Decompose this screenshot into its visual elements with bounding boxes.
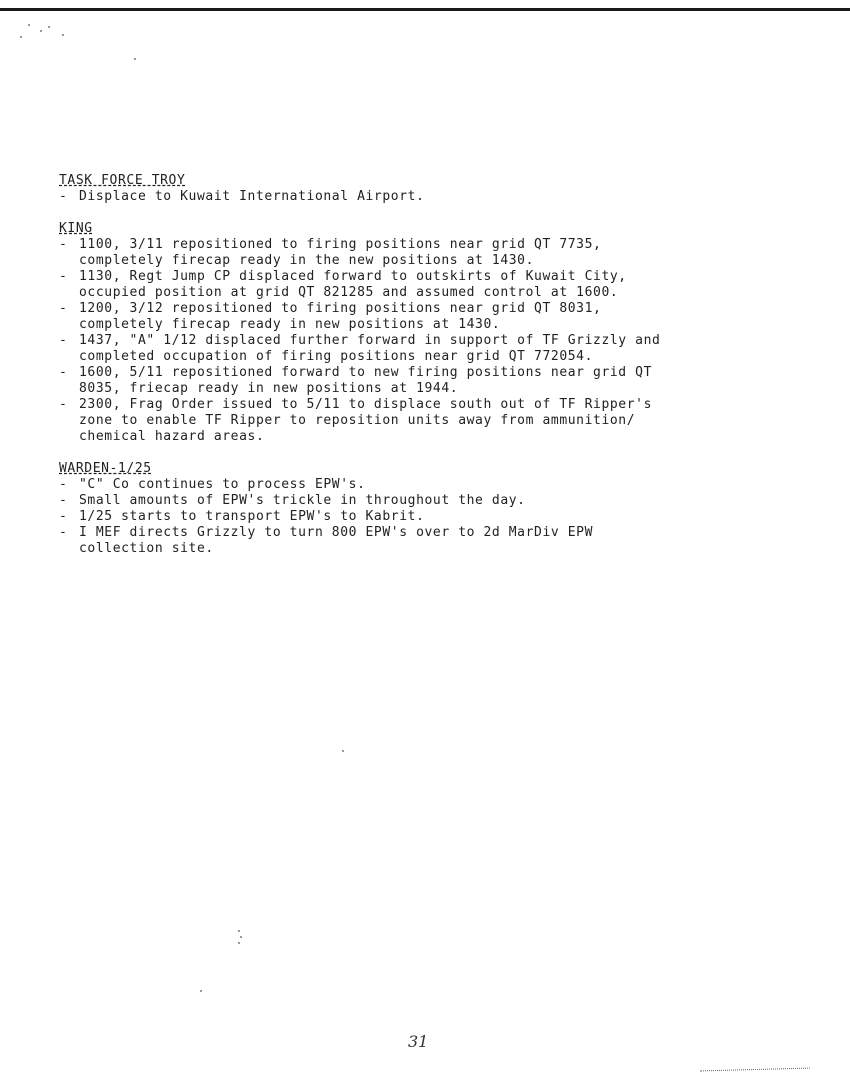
item-text: 1600, 5/11 repositioned forward to new firing positions near grid QT 8035, friecap ready in new positions at 1944. (79, 365, 653, 396)
bullet-dash: - (59, 509, 68, 524)
section-king (59, 221, 819, 445)
bullet-dash: - (59, 493, 68, 508)
top-rule (0, 8, 850, 11)
item-text: Displace to Kuwait International Airport. (79, 189, 425, 204)
scan-speck (20, 36, 22, 38)
scan-speck (28, 24, 30, 26)
list-item (59, 397, 819, 445)
footer-rule (700, 1068, 810, 1073)
scan-speck (134, 58, 136, 60)
list-item (59, 493, 819, 509)
bullet-dash: - (59, 397, 68, 412)
bullet-dash: - (59, 333, 68, 348)
list-item (59, 269, 819, 301)
bullet-dash: - (59, 365, 68, 380)
document-body (59, 173, 819, 573)
scan-speck (62, 34, 64, 36)
item-text: 1200, 3/12 repositioned to firing positions near grid QT 8031, completely firecap ready in new positions at 1430. (79, 301, 602, 332)
scan-speck (200, 990, 202, 992)
item-list (59, 189, 819, 205)
scan-speck (40, 30, 42, 32)
list-item (59, 301, 819, 333)
bullet-dash: - (59, 477, 68, 492)
scan-speck (240, 936, 242, 938)
scan-speck (238, 930, 240, 932)
bullet-dash: - (59, 525, 68, 540)
item-text: 1130, Regt Jump CP displaced forward to outskirts of Kuwait City, occupied position at grid QT 821285 and assumed control at 1600. (79, 269, 627, 300)
bullet-dash: - (59, 237, 68, 252)
item-text: Small amounts of EPW's trickle in throughout the day. (79, 493, 526, 508)
item-text: 1100, 3/11 repositioned to firing positions near grid QT 7735, completely firecap ready in the new positions at 1430. (79, 237, 602, 268)
section-warden (59, 461, 819, 557)
scan-speck (342, 750, 344, 752)
bullet-dash: - (59, 269, 68, 284)
section-heading: WARDEN-1/25 (59, 461, 152, 476)
item-list (59, 477, 819, 557)
list-item (59, 477, 819, 493)
item-text: 2300, Frag Order issued to 5/11 to displace south out of TF Ripper's zone to enable TF Ripper to reposition units away from ammunition/ chemical hazard areas. (79, 397, 653, 444)
item-text: 1/25 starts to transport EPW's to Kabrit. (79, 509, 425, 524)
list-item (59, 189, 819, 205)
item-list (59, 237, 819, 445)
list-item (59, 525, 819, 557)
bullet-dash: - (59, 301, 68, 316)
item-text: I MEF directs Grizzly to turn 800 EPW's over to 2d MarDiv EPW collection site. (79, 525, 594, 556)
list-item (59, 365, 819, 397)
bullet-dash: - (59, 189, 68, 204)
scan-speck (238, 942, 240, 944)
section-task-force-troy (59, 173, 819, 205)
section-heading: TASK FORCE TROY (59, 173, 186, 188)
list-item (59, 509, 819, 525)
scan-speck (48, 26, 50, 28)
list-item (59, 237, 819, 269)
item-text: 1437, "A" 1/12 displaced further forward in support of TF Grizzly and completed occupation of firing positions near grid QT 772054. (79, 333, 661, 364)
page-number: 31 (408, 1032, 429, 1051)
item-text: "C" Co continues to process EPW's. (79, 477, 366, 492)
list-item (59, 333, 819, 365)
section-heading: KING (59, 221, 93, 236)
